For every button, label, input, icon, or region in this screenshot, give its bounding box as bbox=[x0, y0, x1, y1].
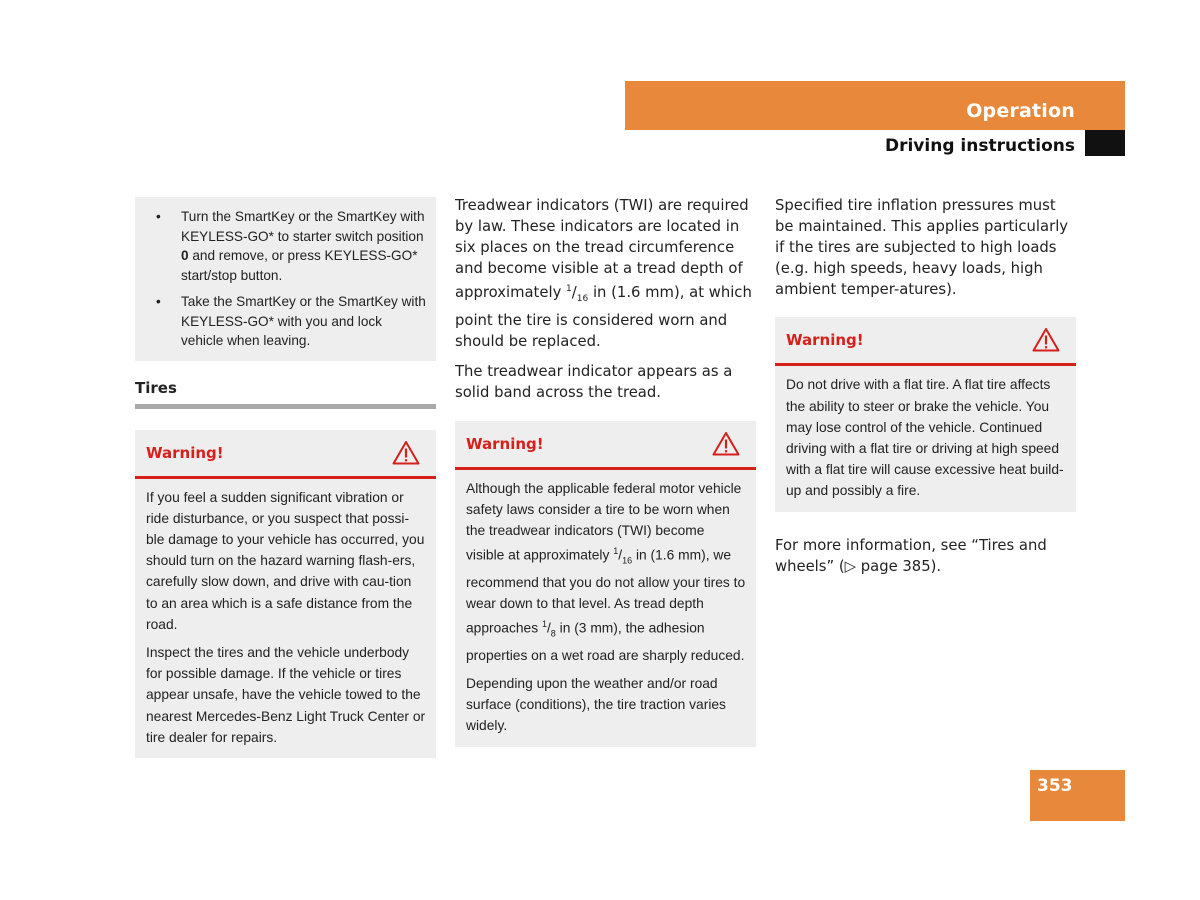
warning-body bbox=[455, 470, 756, 747]
paragraph-more-information[interactable]: For more information, see “Tires and wheels” (▷ page 385). bbox=[775, 536, 1047, 575]
paragraph-treadwear-indicators: Treadwear indicators (TWI) are required by law. These indicators are located in six places on the tread circumference and become visible at a tread depth of approximately $^1/_{16}$ in (1.6 mm), at which point the tire is considered worn and should be replaced. bbox=[455, 197, 752, 351]
bullet-list-box bbox=[135, 197, 436, 361]
warning-header bbox=[455, 421, 756, 470]
paragraph-inflation-pressures: Specified tire inflation pressures must be maintained. This applies particularly if the tires are subjected to high loads (e.g. high speeds, heavy loads, high ambient temper-atures). bbox=[775, 197, 1069, 299]
warning-box bbox=[135, 430, 436, 758]
body-text bbox=[775, 535, 1076, 577]
warning-paragraph: If you feel a sudden significant vibration or ride disturbance, or you suspect that possi-ble damage to your vehicle has occurred, you should turn on the hazard warning flash-ers, carefully slow down, and drive with cau-tion to an area which is a safe distance from the road. bbox=[146, 489, 425, 632]
warning-header bbox=[775, 317, 1076, 366]
warning-paragraph: Depending upon the weather and/or road surface (conditions), the tire traction varies widely. bbox=[466, 676, 726, 734]
warning-title: Warning! bbox=[146, 443, 224, 462]
warning-title: Warning! bbox=[466, 434, 544, 453]
section-heading-tires: Tires bbox=[135, 379, 436, 409]
section-header-bar bbox=[625, 81, 1125, 130]
column-3 bbox=[775, 195, 1076, 585]
section-title-operation: Operation bbox=[966, 100, 1075, 122]
subsection-title: Driving instructions bbox=[884, 136, 1075, 156]
warning-triangle-icon bbox=[1032, 327, 1060, 352]
column-2 bbox=[455, 195, 756, 747]
warning-title: Warning! bbox=[786, 331, 864, 350]
paragraph-solid-band: The treadwear indicator appears as a solid band across the tread. bbox=[455, 362, 733, 401]
warning-paragraph: Inspect the tires and the vehicle underbody for possible damage. If the vehicle or tires appear unsafe, have the vehicle towed to the nearest Mercedes-Benz Light Truck Center or tire dealer for repairs. bbox=[146, 644, 426, 745]
warning-paragraph: Do not drive with a flat tire. A flat tire affects the ability to steer or brake the vehicle. You may lose control of the vehicle. Continued driving with a flat tire or driving at high speed with a flat tire will cause excessive heat build-up and possibly a fire. bbox=[786, 377, 1064, 499]
column-1 bbox=[135, 197, 436, 758]
bullet-icon: • bbox=[156, 294, 161, 309]
list-item: • Take the SmartKey or the SmartKey with KEYLESS-GO* with you and lock vehicle when leaving. bbox=[156, 294, 426, 348]
warning-box bbox=[455, 421, 756, 747]
warning-triangle-icon bbox=[712, 431, 740, 456]
section-marker-tab bbox=[1085, 130, 1125, 156]
warning-header bbox=[135, 430, 436, 479]
list-item: • Turn the SmartKey or the SmartKey with KEYLESS-GO* to starter switch position 0 and remove, or press KEYLESS-GO* start/stop button. bbox=[156, 209, 425, 283]
warning-box bbox=[775, 317, 1076, 511]
body-text bbox=[775, 195, 1076, 300]
warning-body bbox=[775, 366, 1076, 511]
body-text bbox=[455, 195, 756, 403]
warning-body bbox=[135, 479, 436, 758]
page-number-box bbox=[1030, 770, 1125, 821]
page-number: 353 bbox=[1037, 776, 1073, 796]
warning-triangle-icon bbox=[392, 440, 420, 465]
warning-paragraph: Although the applicable federal motor vehicle safety laws consider a tire to be worn when the treadwear indicators (TWI) become visible at approximately $^1/_{16}$ in (1.6 mm), we recommend that you do not allow your tires to wear down to that level. As tread depth approaches $^1/_8$ in (3 mm), the adhesion properties on a wet road are sharply reduced. bbox=[466, 480, 746, 663]
bullet-icon: • bbox=[156, 209, 161, 224]
